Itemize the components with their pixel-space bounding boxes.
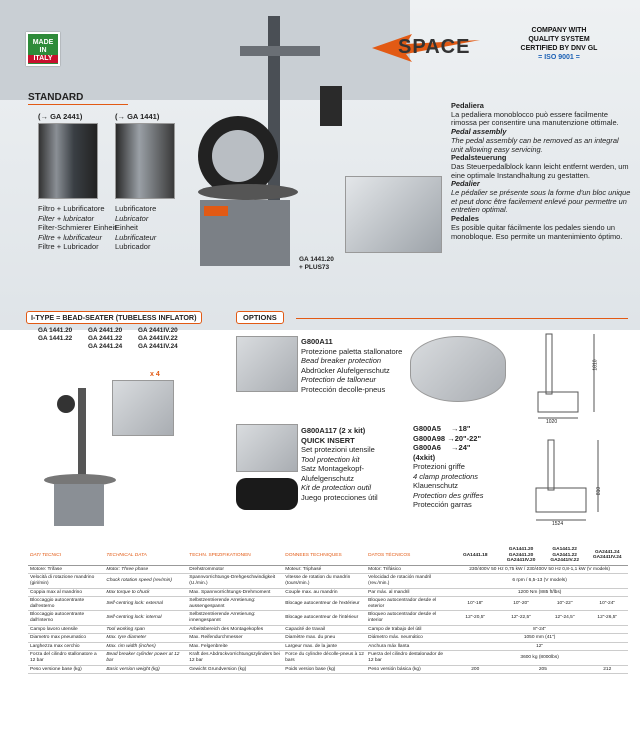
itype-heading: I-TYPE = BEAD-SEATER (TUBELESS INFLATOR) <box>26 311 202 324</box>
options-heading: OPTIONS <box>236 311 284 324</box>
dimension-drawing-bottom <box>526 436 616 526</box>
dim-height-1: 1810 <box>592 359 599 371</box>
g800a117-photo <box>236 424 298 472</box>
options-underline <box>296 318 628 319</box>
table-row: Bloccaggio autocentrante dall'esterno Self-centring lock: external Selbstzentrierende Arretierung: aussengespannt Blocage autocentreur de l'extérieur Bloqueo autocentrador desde el exterior 10"-18" 10"-20" 10"-22" 10"-24" <box>28 597 628 611</box>
x4-label: x 4 <box>150 371 160 378</box>
pedal-description <box>451 102 631 241</box>
tool-protection-photo <box>236 478 298 510</box>
pedal-block-en: Pedal assembly The pedal assembly can be removed as an integral unit allowing easy servicing. <box>451 127 619 154</box>
g800a5-photo <box>410 336 506 402</box>
standard-underline <box>28 104 128 105</box>
tyre-changer-machine-image <box>180 16 350 271</box>
bead-seater-detail-photo <box>112 380 174 436</box>
g800a11-photo <box>236 336 298 392</box>
standard-heading: STANDARD <box>28 92 84 103</box>
pedal-assembly-photo <box>345 176 442 253</box>
space-logo: SPACE <box>372 30 480 66</box>
table-header-row: DATI TECNICI TECHNICAL DATA TECHN. SPEZIFIKATIONEN DONNEES TECHNIQUES DATOS TÉCNICOS GA1441.18 GA1441.20 GA2441.20 GA2441IV.20 GA1441.22 GA2441.22 GA2441IV.22 GA2441.24 GA2441IV.24 <box>28 546 628 565</box>
ga1441-label: (→ GA 1441) <box>115 112 160 121</box>
table-row: Diametro max pneumatico Max. tyre diameter Max. Reifendurchmesser Diamètre max. du pneu Diámetro máx. neumático 1050 mm (41") <box>28 634 628 643</box>
itype-machine-image <box>40 380 120 530</box>
table-row: Bloccaggio autocentrante dall'interno Self-centring lock: internal Selbstzentrierende Arretierung: innengespannt Blocage autocentreur de l'intérieur Bloqueo autocentrador desde el interior 12"-20,5" 12"-22,5" 12"-24,5" 12"-26,5" <box>28 611 628 625</box>
table-row: Velocità di rotazione mandrino (giri/min) Chuck rotation speed (rev/min) Spannvorrichtungs-Drehgeschwindigkeit (U./min.) Vitesse de rotation du mandrin (tours/min.) Velocidad de rotación mandril (rev./min.) 6 rpm / 6,5-13 (V models) <box>28 574 628 588</box>
g800a5-text: G800A5 →18" G800A98 →20"-22" G800A6 →24" (4xkit) Protezioni griffe 4 clamp protections Klauenschutz Protection des griffes Protección garras <box>413 424 484 509</box>
table-row: Motore: Trifase Motor: Three phase Drehstrommotor Moteur: Triphasé Motor: Trifásico 230/400V 50 Hz 0,75 kW / 230/400V 50 Hz 0,8-1,1 kW (V models) <box>28 565 628 574</box>
certification-block: COMPANY WITH QUALITY SYSTEM CERTIFIED BY DNV GL = ISO 9001 = <box>520 27 598 61</box>
dimension-drawing-top <box>528 330 614 422</box>
table-row: Peso versione base (kg) Basic version weight (kg) Gewicht Grundversion (kg) Poids version base (kg) Peso versión básica (kg) 200 205 212 <box>28 665 628 674</box>
lubricator-photo <box>115 123 175 199</box>
technical-data-table <box>28 546 628 674</box>
pedal-block-de: Pedalsteuerung Das Steuerpedalblock kann leicht entfernt werden, um eine optimale Instandhaltung zu gestatten. <box>451 153 629 180</box>
pedal-block-it: Pedaliera La pedaliera monoblocco può essere facilmente rimossa per consentire una manutenzione ottimale. <box>451 101 619 128</box>
table-row: Coppia max al mandrino Max torque to chuck Max. Spannvorrichtungs-Drehmoment Couple max. au mandrin Par máx. al mandril 1200 Nm (885 ft/lbs) <box>28 588 628 597</box>
g800a117-text: G800A117 (2 x kit) QUICK INSERT Set protezioni utensile Tool protection kit Satz Montagekopf- Alufelgenschutz Kit de protection outil Juego protecciones útil <box>301 426 378 502</box>
table-row: Campo lavoro utensile Tool working span Arbeitsbereich des Montagekopfes Capacité de travail Campo de trabajo del útil 8"-24" <box>28 625 628 634</box>
dim-width-2: 1524 <box>552 521 564 527</box>
pedal-block-es: Pedales Es posible quitar fácilmente los pedales siendo un monobloque. Eso permite un mantenimiento óptimo. <box>451 214 623 241</box>
filter-lubricator-photo <box>38 123 98 199</box>
pedal-block-fr: Pedalier Le pédalier se présente sous la forme d'un bloc unique et peut donc être facilement enlevé pour permettre un entretien optimal. <box>451 179 631 215</box>
filter1-text: Filtro + Lubrificatore Filter + lubricator Filter-Schmierer Einheit Filtre + lubrificateur Filtre + Lubricador <box>38 204 117 251</box>
table-row: Larghezza max cerchio Max. rim width (inches) Max. Felgenbreite Largeur max. de la jante Anchura máx llanta 12" <box>28 642 628 651</box>
machine-model-label: GA 1441.20 + PLUS73 <box>299 256 334 271</box>
made-in-italy-badge: MADE IN ITALY <box>26 32 60 66</box>
table-row: Forza del cilindro stallonatore a 12 bar Bead breaker cylinder power at 12 bar Kraft des Abdrückvorrichtungszylinders bei 12 bar Force du cylindre décolle-pneus à 12 bars Fuerza del cilindro destalonador de 12 bar 3600 kg (8000lbs) <box>28 651 628 665</box>
dim-height-2: 810 <box>596 486 603 496</box>
dim-width-1: 1020 <box>546 419 558 425</box>
g800a11-text: G800A11 Protezione paletta stallonatore Bead breaker protection Abdrücker Alufelgenschutz Protection de talloneur Protección decolle-pneus <box>301 337 403 394</box>
filter2-text: Lubrificatore Lubricator Einheit Lubrificateur Lubricador <box>115 204 157 251</box>
ga2441-label: (→ GA 2441) <box>38 112 83 121</box>
